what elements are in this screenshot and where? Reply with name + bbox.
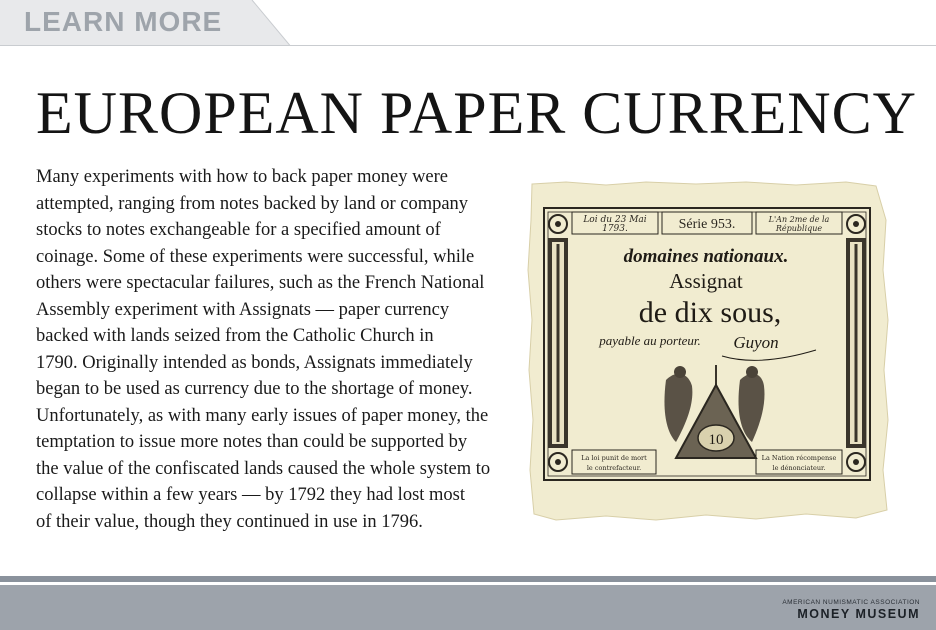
learn-more-label: LEARN MORE xyxy=(24,6,223,37)
body-line: the value of the confiscated lands caused the whole system to xyxy=(36,458,491,479)
note-law-date: Loi du 23 Mai xyxy=(583,215,647,225)
note-value-text: de dix sous, xyxy=(638,296,782,329)
note-counterfeiter: le contrefacteur. xyxy=(586,464,642,472)
note-assignat: Assignat xyxy=(669,269,743,293)
note-serie: Série 953. xyxy=(678,217,736,232)
body-line: 1790. Originally intended as bonds, Assignats immediately xyxy=(36,352,473,373)
body-line: others were spectacular failures, such as the French National xyxy=(36,273,485,293)
note-paper xyxy=(528,182,888,520)
footer-bar xyxy=(0,585,936,630)
note-payable: payable au porteur. xyxy=(599,333,701,348)
footer-museum-name: MONEY MUSEUM xyxy=(797,607,920,621)
note-domaines: domaines nationaux. xyxy=(623,246,789,267)
body-line: collapse within a few years — by 1792 they had lost most xyxy=(36,485,466,505)
note-reward: La Nation récompense xyxy=(761,454,837,462)
note-year-republic: L'An 2me de la xyxy=(768,215,830,224)
assignat-note xyxy=(526,180,891,524)
note-signature: Guyon xyxy=(733,333,779,352)
body-paragraph xyxy=(36,164,518,535)
body-line: Unfortunately, as with many early issues of paper money, the xyxy=(36,405,489,426)
body-line: stocks to notes exchangeable for a specified amount of xyxy=(36,220,441,240)
page-title: EUROPEAN PAPER CURRENCY xyxy=(36,80,917,146)
note-informer: le dénonciateur. xyxy=(772,464,826,472)
assignat-image xyxy=(526,180,891,524)
body-line: coinage. Some of these experiments were successful, while xyxy=(36,246,475,267)
note-law-year: 1793. xyxy=(602,224,628,234)
body-line: Many experiments with how to back paper money were xyxy=(36,167,449,187)
body-line: of their value, though they continued in use in 1796. xyxy=(36,511,423,532)
body-line: temptation to issue more notes than could be supported by xyxy=(36,432,468,452)
body-line: backed with lands seized from the Catholic Church in xyxy=(36,326,434,346)
body-line: Assembly experiment with Assignats — paper currency xyxy=(36,299,450,320)
note-law-warning: La loi punit de mort xyxy=(581,454,647,462)
note-center-value: 10 xyxy=(708,432,724,448)
body-line: attempted, ranging from notes backed by land or company xyxy=(36,193,469,214)
footer-org-name: AMERICAN NUMISMATIC ASSOCIATION xyxy=(782,599,920,606)
body-line: began to be used as currency due to the shortage of money. xyxy=(36,379,473,399)
note-republic: République xyxy=(775,224,823,233)
